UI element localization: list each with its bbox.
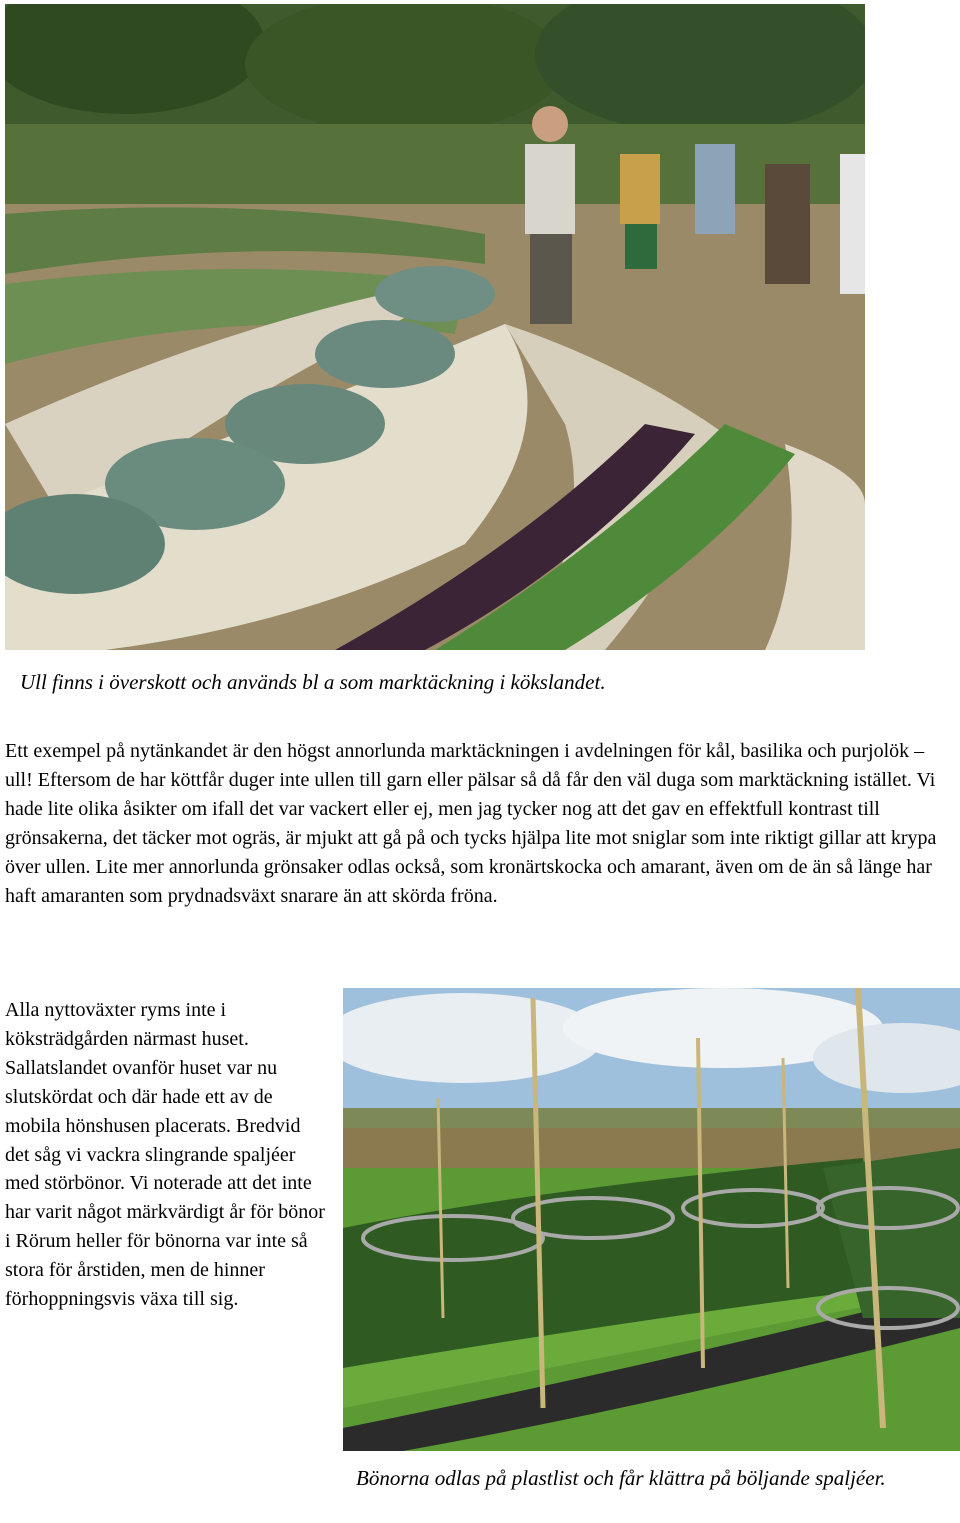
bean-photo	[343, 988, 960, 1451]
garden-photo	[5, 4, 865, 650]
garden-beds-wool-mulch-photo-icon	[5, 4, 865, 650]
bean-trellis-field-photo-icon	[343, 988, 960, 1451]
photo-caption: Ull finns i överskott och används bl a som marktäckning i kökslandet.	[20, 670, 606, 694]
body-paragraph: Ett exempel på nytänkandet är den högst annorlunda marktäckningen i avdelningen för kål, basilika och purjolök –ull! Eftersom de har köttfår duger inte ullen till garn eller pälsar så då får den väl duga som marktäckning istället. Vi hade lite olika åsikter om ifall det var vackert eller ej, men jag tycker nog att det gav en effektfull kontrast till grönsakerna, det täcker mot ogräs, är mjukt att gå på och tycks hjälpa lite mot sniglar som inte riktigt gillar att krypa över ullen. Lite mer annorlunda grönsaker odlas också, som kronärtskocka och amarant, även om de än så länge har haft amaranten som prydnadsväxt snarare än att skörda fröna.	[5, 740, 937, 907]
photo-caption: Bönorna odlas på plastlist och får klättra på böljande spaljéer.	[356, 1466, 886, 1490]
side-paragraph: Alla nyttoväxter ryms inte i köksträdgården närmast huset. Sallatslandet ovanför huset var nu slutskördat och där hade ett av de mobila hönshusen placerats. Bredvid det såg vi vackra slingrande spaljéer med störbönor. Vi noterade att det inte har varit något märkvärdigt år för bönor i Rörum heller för bönorna var inte så stora för årstiden, men de hinner förhoppningsvis växa till sig.	[5, 999, 325, 1311]
